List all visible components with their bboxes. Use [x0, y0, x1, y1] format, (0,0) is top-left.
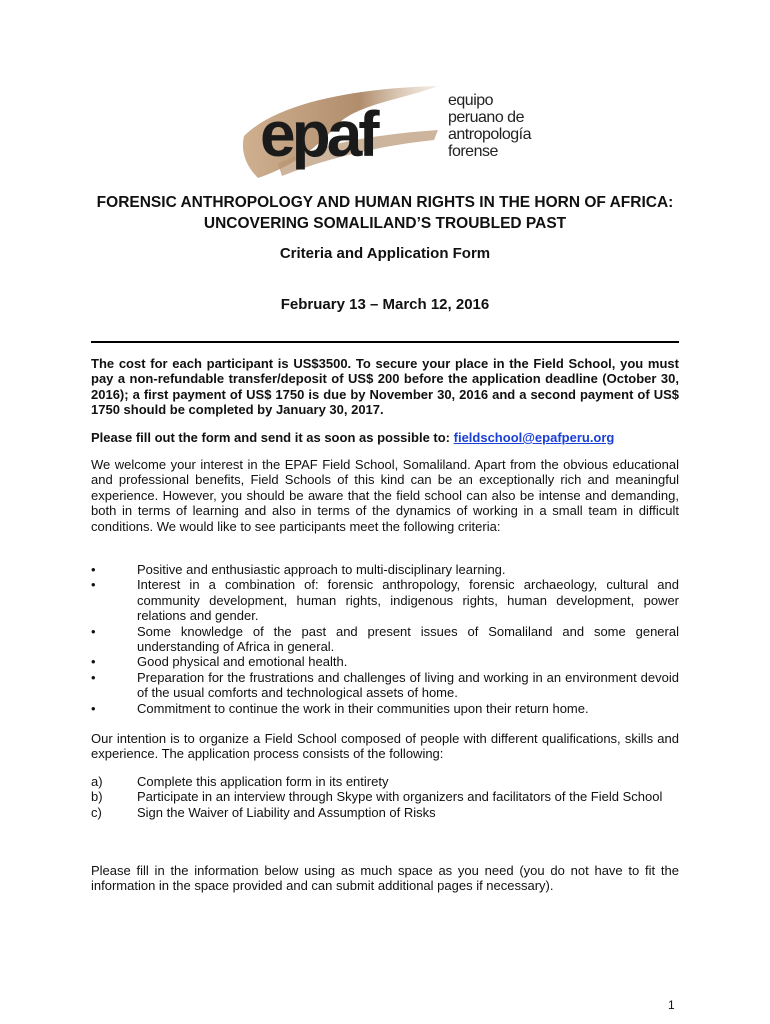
list-item [91, 789, 679, 804]
document-subtitle: Criteria and Application Form [279, 245, 491, 262]
step-text: Participate in an interview through Skype with organizers and facilitators of the Field School [137, 789, 663, 805]
step-text: Complete this application form in its entirety [137, 774, 389, 789]
list-item [91, 562, 679, 577]
logo-line: antropología [448, 126, 531, 143]
email-link[interactable]: fieldschool@epafperu.org [453, 430, 615, 445]
list-item [91, 774, 679, 789]
page-number: 1 [668, 998, 675, 1012]
logo-wordmark: epaf [260, 98, 376, 170]
criteria-text: Good physical and emotional health. [137, 654, 348, 670]
document-title: FORENSIC ANTHROPOLOGY AND HUMAN RIGHTS IN THE HORN OF AFRICA: UNCOVERING SOMALILAND’S TROUBLED PAST [96, 194, 674, 232]
list-item [91, 805, 679, 820]
step-marker: b) [91, 789, 103, 805]
list-item [91, 577, 679, 623]
criteria-text: Interest in a combination of: forensic anthropology, forensic archaeology, cultural and community development, human rights, indigenous rights, human development, power relations and gender. [137, 577, 679, 624]
logo-tagline [448, 92, 531, 160]
list-item [91, 624, 679, 655]
program-dates: February 13 – March 12, 2016 [280, 296, 490, 313]
application-steps [91, 774, 679, 820]
criteria-text: Preparation for the frustrations and challenges of living and working in an environment devoid of the usual comforts and technological assets of home. [137, 669, 679, 701]
intention-paragraph: Our intention is to organize a Field School composed of people with different qualifications, skills and experience. The application process consists of the following: [91, 731, 679, 762]
criteria-text: Some knowledge of the past and present issues of Somaliland and some general understanding of Africa in general. [137, 623, 679, 655]
welcome-paragraph: We welcome your interest in the EPAF Field School, Somaliland. Apart from the obvious educational and professional benefits, Field Schools of this kind can be an exceptionally rich and meaningful experience. However, you should be aware that the field school can also be intense and demanding, both in terms of learning and also in terms of the dynamics of working in a small team in difficult conditions. We would like to see participants meet the following criteria: [91, 457, 679, 534]
criteria-list [91, 562, 679, 716]
cost-paragraph: The cost for each participant is US$3500. To secure your place in the Field School, you must pay a non-refundable transfer/deposit of US$ 200 before the application deadline (October 30, 2016); a first payment of US$ 1750 is due by November 30, 2016 and a second payment of US$ 1750 should be completed by January 30, 2017. [91, 356, 679, 418]
bullet: • [91, 654, 96, 670]
logo-line: equipo [448, 92, 494, 109]
logo-line: forense [448, 143, 498, 160]
step-text: Sign the Waiver of Liability and Assumption of Risks [137, 804, 436, 820]
send-form-text: Please fill out the form and send it as soon as possible to: [91, 430, 454, 445]
bullet: • [91, 577, 96, 593]
bullet: • [91, 700, 96, 716]
criteria-text: Commitment to continue the work in their communities upon their return home. [137, 700, 589, 716]
step-marker: a) [91, 774, 103, 789]
criteria-text: Positive and enthusiastic approach to multi-disciplinary learning. [137, 562, 506, 577]
bullet: • [91, 562, 96, 577]
list-item [91, 670, 679, 701]
bullet: • [91, 623, 96, 639]
list-item [91, 701, 679, 716]
divider [91, 341, 679, 343]
send-form-instruction [91, 430, 679, 445]
step-marker: c) [91, 804, 102, 820]
bullet: • [91, 669, 96, 685]
logo-line: peruano de [448, 109, 524, 126]
fill-instructions: Please fill in the information below using as much space as you need (you do not have to fit the information in the space provided and can submit additional pages if necessary). [91, 863, 679, 894]
list-item [91, 654, 679, 669]
